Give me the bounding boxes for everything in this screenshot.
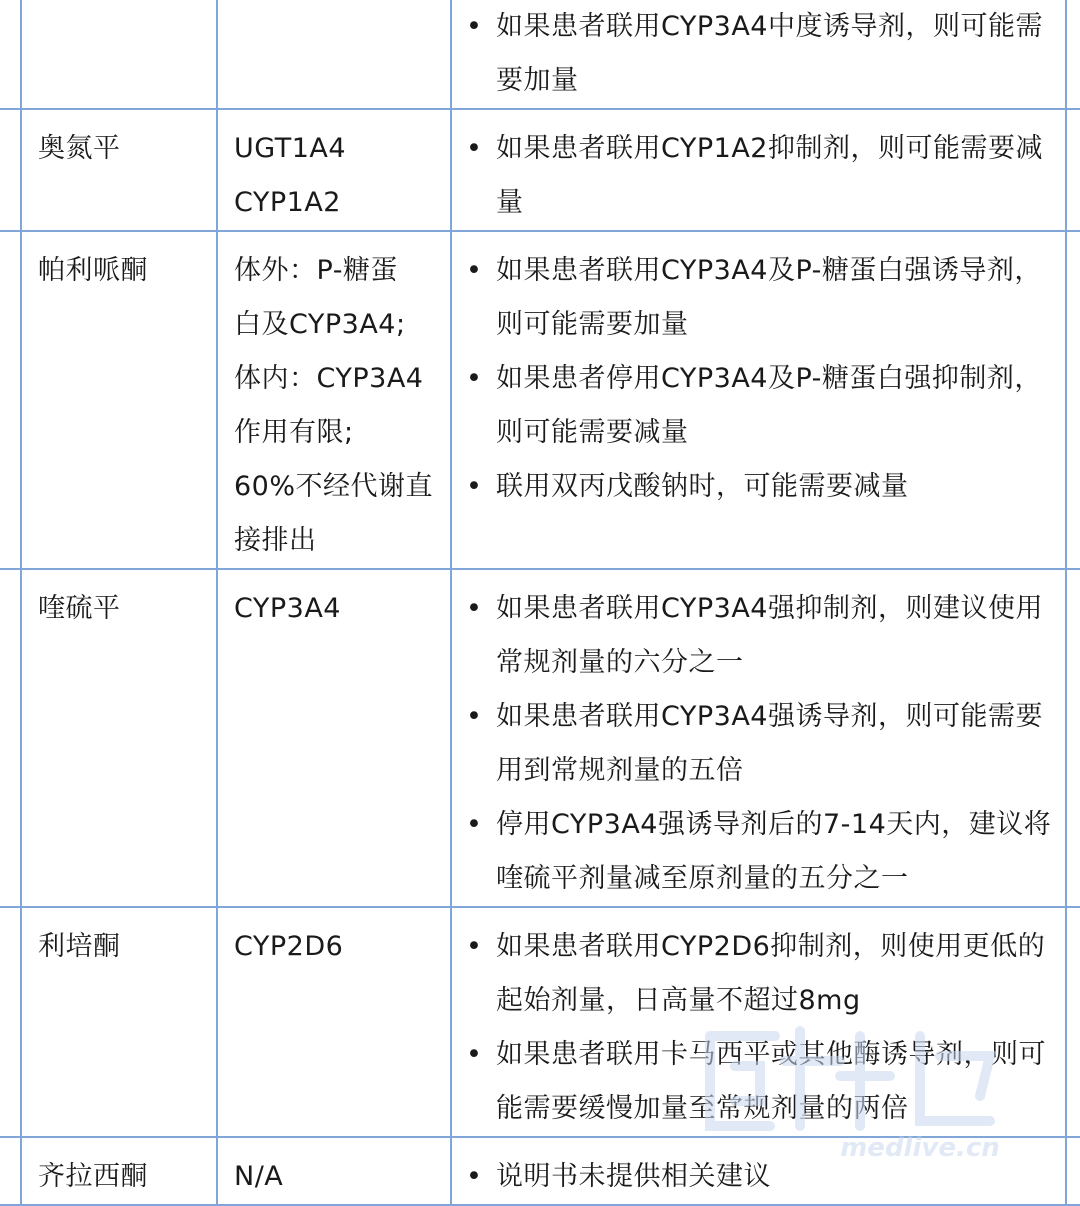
drug-name: 帕利哌酮 bbox=[38, 255, 148, 286]
row-right-margin bbox=[1066, 231, 1080, 569]
row-right-margin bbox=[1066, 907, 1080, 1137]
dosing-advice-cell bbox=[451, 231, 1066, 569]
bullet-dot-icon: • bbox=[466, 471, 483, 502]
metabolic-enzyme-cell bbox=[217, 569, 451, 907]
drug-name-cell bbox=[21, 569, 217, 907]
metabolic-enzyme-cell bbox=[217, 231, 451, 569]
drug-name-cell bbox=[21, 1137, 217, 1205]
advice-bullet-item bbox=[466, 460, 1055, 514]
metabolic-enzyme-cell bbox=[217, 1137, 451, 1205]
row-right-margin bbox=[1066, 569, 1080, 907]
bullet-dot-icon: • bbox=[466, 931, 483, 962]
watermark-text: medlive.cn bbox=[840, 1133, 1000, 1163]
metabolic-enzyme-cell bbox=[217, 0, 451, 109]
advice-bullet-item bbox=[466, 352, 1055, 460]
table-row bbox=[0, 231, 1080, 569]
dosing-advice-cell bbox=[451, 0, 1066, 109]
advice-text: 如果患者停用CYP3A4及P-糖蛋白强抑制剂，则可能需要减量 bbox=[496, 363, 1042, 448]
advice-text: 如果患者联用卡马西平或其他酶诱导剂，则可能需要缓慢加量至常规剂量的两倍 bbox=[496, 1039, 1046, 1124]
advice-text: 如果患者联用CYP2D6抑制剂，则使用更低的起始剂量，日高量不超过8mg bbox=[496, 931, 1046, 1016]
advice-text: 如果患者联用CYP3A4强抑制剂，则建议使用常规剂量的六分之一 bbox=[496, 593, 1043, 678]
drug-name: 齐拉西酮 bbox=[38, 1161, 148, 1192]
advice-bullet-item bbox=[466, 122, 1055, 230]
drug-name-cell bbox=[21, 109, 217, 231]
table-row bbox=[0, 109, 1080, 231]
advice-bullet-item bbox=[466, 690, 1055, 798]
drug-name-cell bbox=[21, 907, 217, 1137]
row-left-margin bbox=[0, 231, 21, 569]
row-right-margin bbox=[1066, 109, 1080, 231]
dosing-advice-cell bbox=[451, 569, 1066, 907]
dosing-advice-cell bbox=[451, 1137, 1066, 1205]
enzyme-line: N/A bbox=[234, 1161, 284, 1192]
advice-bullet-item bbox=[466, 920, 1055, 1028]
drug-name-cell bbox=[21, 0, 217, 109]
metabolic-enzyme-cell bbox=[217, 109, 451, 231]
advice-text: 如果患者联用CYP3A4中度诱导剂，则可能需要加量 bbox=[496, 11, 1043, 96]
enzyme-line: 60%不经代谢直 bbox=[234, 471, 434, 502]
enzyme-line: 体外：P-糖蛋 bbox=[234, 255, 398, 286]
advice-text: 联用双丙戊酸钠时，可能需要减量 bbox=[496, 471, 909, 502]
bullet-dot-icon: • bbox=[466, 701, 483, 732]
table-row bbox=[0, 907, 1080, 1137]
row-left-margin bbox=[0, 109, 21, 231]
drug-name-cell bbox=[21, 231, 217, 569]
advice-text: 停用CYP3A4强诱导剂后的7-14天内，建议将喹硫平剂量减至原剂量的五分之一 bbox=[496, 809, 1052, 894]
table-row bbox=[0, 0, 1080, 109]
advice-text: 如果患者联用CYP1A2抑制剂，则可能需要减量 bbox=[496, 133, 1043, 218]
drug-name: 奥氮平 bbox=[38, 133, 121, 164]
advice-bullet-item bbox=[466, 0, 1055, 108]
enzyme-line: CYP1A2 bbox=[234, 187, 341, 218]
bullet-dot-icon: • bbox=[466, 1039, 483, 1070]
enzyme-line: CYP3A4 bbox=[234, 593, 341, 624]
dosing-advice-cell bbox=[451, 907, 1066, 1137]
row-left-margin bbox=[0, 907, 21, 1137]
table-row bbox=[0, 569, 1080, 907]
drug-name: 喹硫平 bbox=[38, 593, 121, 624]
advice-bullet-item bbox=[466, 582, 1055, 690]
advice-text: 如果患者联用CYP3A4强诱导剂，则可能需要用到常规剂量的五倍 bbox=[496, 701, 1043, 786]
enzyme-line: 体内：CYP3A4 bbox=[234, 363, 424, 394]
row-right-margin bbox=[1066, 1137, 1080, 1205]
row-right-margin bbox=[1066, 0, 1080, 109]
drug-name: 利培酮 bbox=[38, 931, 121, 962]
bullet-dot-icon: • bbox=[466, 133, 483, 164]
bullet-dot-icon: • bbox=[466, 593, 483, 624]
dosing-advice-cell bbox=[451, 109, 1066, 231]
table-row bbox=[0, 1137, 1080, 1205]
advice-bullet-item bbox=[466, 1028, 1055, 1136]
enzyme-line: 作用有限; bbox=[234, 417, 354, 448]
enzyme-line: UGT1A4 bbox=[234, 133, 347, 164]
row-left-margin bbox=[0, 0, 21, 109]
bullet-dot-icon: • bbox=[466, 809, 483, 840]
bullet-dot-icon: • bbox=[466, 255, 483, 286]
metabolic-enzyme-cell bbox=[217, 907, 451, 1137]
bullet-dot-icon: • bbox=[466, 1161, 483, 1192]
row-left-margin bbox=[0, 1137, 21, 1205]
bullet-dot-icon: • bbox=[466, 363, 483, 394]
advice-text: 说明书未提供相关建议 bbox=[496, 1161, 771, 1192]
enzyme-line: CYP2D6 bbox=[234, 931, 344, 962]
row-left-margin bbox=[0, 569, 21, 907]
enzyme-line: 白及CYP3A4; bbox=[234, 309, 406, 340]
advice-bullet-item bbox=[466, 798, 1055, 906]
advice-bullet-item bbox=[466, 1150, 1055, 1204]
enzyme-line: 接排出 bbox=[234, 525, 317, 556]
advice-text: 如果患者联用CYP3A4及P-糖蛋白强诱导剂，则可能需要加量 bbox=[496, 255, 1042, 340]
advice-bullet-item bbox=[466, 244, 1055, 352]
bullet-dot-icon: • bbox=[466, 11, 483, 42]
